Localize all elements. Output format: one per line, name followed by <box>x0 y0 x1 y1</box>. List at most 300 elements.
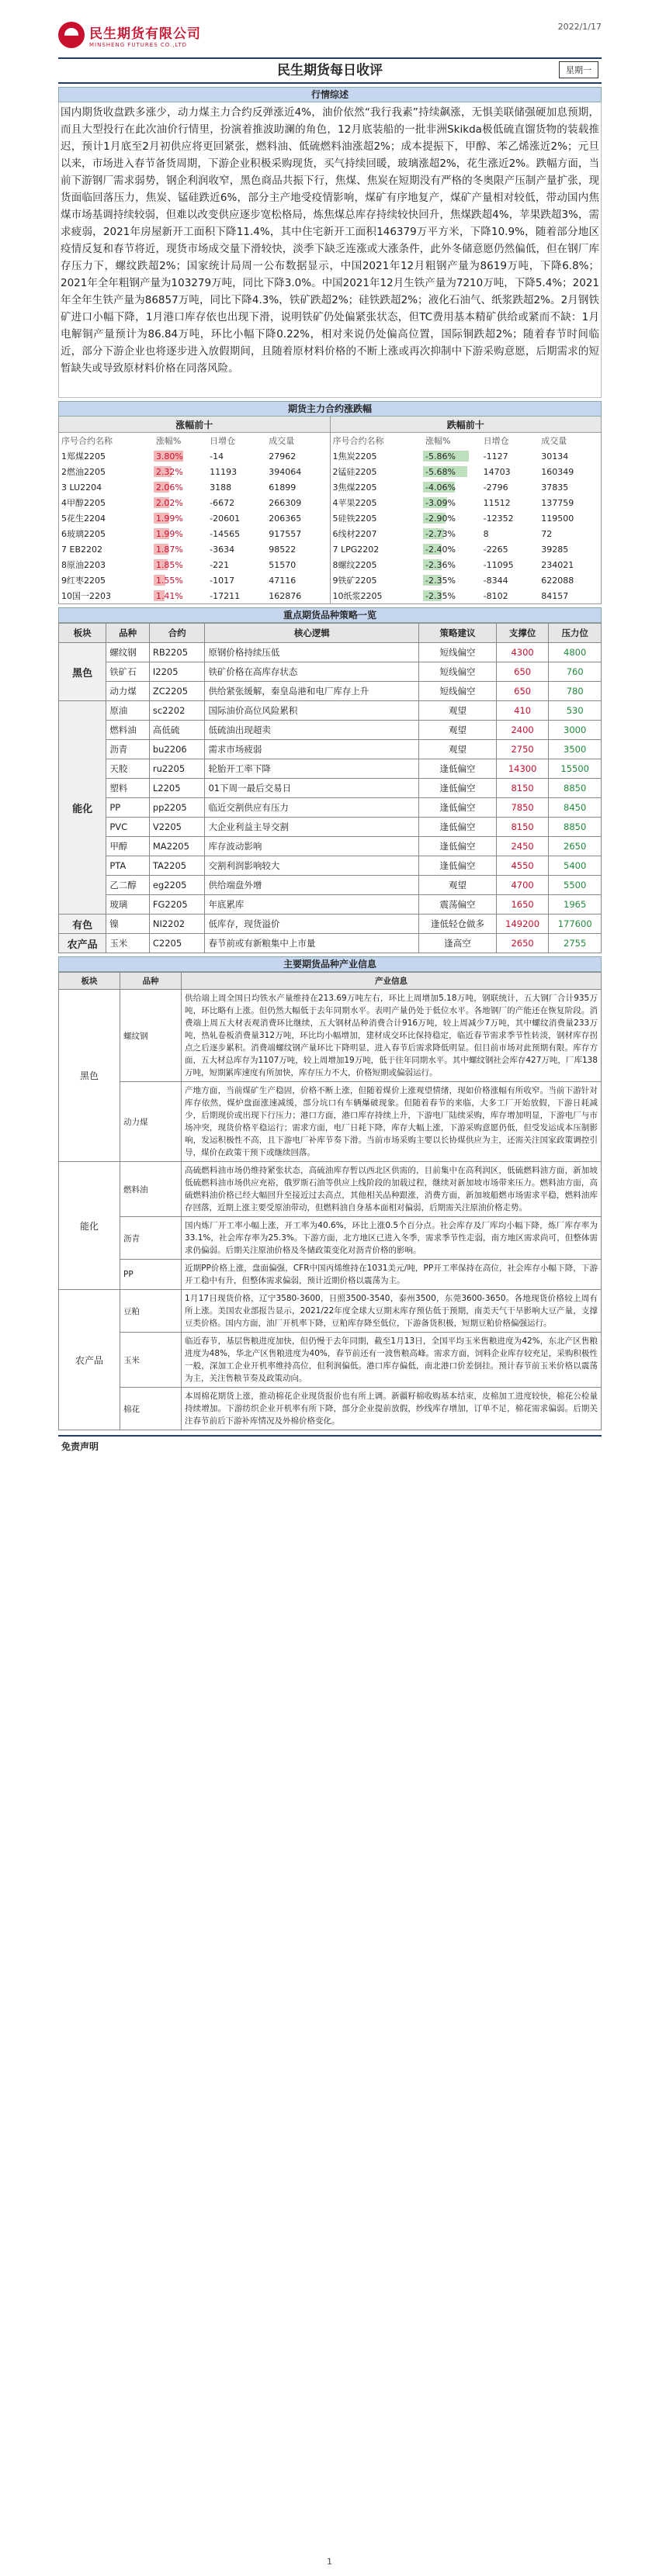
contract-code: C2205 <box>149 934 205 953</box>
product-name: 塑料 <box>106 779 150 798</box>
info-col-header: 板块 <box>59 973 120 990</box>
strategy-advice: 逢低偏空 <box>419 856 497 876</box>
contract-code: TA2205 <box>149 856 205 876</box>
product-name: 玉米 <box>106 934 150 953</box>
pct-value: -2.36% <box>425 559 456 570</box>
contract-code: V2205 <box>149 818 205 837</box>
ranking-row <box>331 572 602 588</box>
pct-cell <box>154 479 207 495</box>
product-name: 动力煤 <box>106 682 150 701</box>
product-name: PTA <box>106 856 150 876</box>
ranking-row <box>59 588 330 603</box>
strategy-row <box>59 837 602 856</box>
support-level: 4300 <box>496 643 549 662</box>
contract-name: 5花生2204 <box>61 513 106 524</box>
strategy-row <box>59 798 602 818</box>
company-logo <box>58 22 201 48</box>
support-level: 650 <box>496 682 549 701</box>
strategy-row <box>59 856 602 876</box>
col-oi: 日增仓 <box>483 436 509 446</box>
col-vol: 成交量 <box>269 436 295 446</box>
contract-code: pp2205 <box>149 798 205 818</box>
sector-label: 农产品 <box>59 934 106 953</box>
ranking-row <box>331 464 602 479</box>
ranking-row <box>331 541 602 557</box>
industry-info: 本周棉花期货上涨，推动棉花企业现货报价也有所上调。新疆籽棉收购基本结束，皮棉加工进度较快，棉花公检量持续增加。下游纺织企业开机率有所下降，部分企业提前放假，纱线库存增加，订单不足，棉花需求偏弱。后期关注春节前后下游补库情况及外棉价格变化。 <box>182 1388 602 1430</box>
support-level: 1650 <box>496 895 549 915</box>
pct-cell <box>154 495 207 510</box>
strategy-row <box>59 740 602 759</box>
strategy-advice: 观望 <box>419 740 497 759</box>
section-ranking: 期货主力合约涨跌幅 <box>58 401 602 417</box>
pct-value: -2.35% <box>425 575 456 586</box>
contract-name: 6线材2207 <box>332 529 377 539</box>
core-logic: 年底累库 <box>205 895 419 915</box>
brand-cn: 民生期货有限公司 <box>89 26 201 42</box>
contract-name: 10纸浆2205 <box>332 591 383 601</box>
core-logic: 低硫油出现超卖 <box>205 721 419 740</box>
contract-name: 1焦炭2205 <box>332 451 377 462</box>
pct-value: 2.02% <box>155 497 183 508</box>
volume-value: 266309 <box>269 497 302 508</box>
product-name: 天胶 <box>106 759 150 779</box>
sector-label: 黑色 <box>59 990 120 1162</box>
sector-label: 农产品 <box>59 1290 120 1430</box>
industry-info: 供给端上周全国日均铁水产量维持在213.69万吨左右，环比上周增加5.18万吨，钢联统计，五大钢厂合计935万吨，环比略有上涨。但仍然大幅低于去年同期水平。表明产量仍处于低位水平。各地钢厂的产能还在恢复阶段。消费端上周五大材表观消费环比继续，五大钢材品种消费合计916万吨，较上周减少7万吨，其中螺纹消费量233万吨，热轧卷板消费量312万吨，环比均小幅增加，建材成交环比保持稳定，临近春节需求季节性转淡，钢材库存拐点之后逐步累积。消费端螺纹钢产量环比下降明显，进入春节后需求降低明显。但目前市场对此预期有限。库存方面，五大材总库存为1107万吨，较上周增加19万吨，低于往年同期水平。其中螺纹钢社会库存427万吨，厂库138万吨，短期累库速度有所加快，库存压力不大，价格短期或偏弱运行。 <box>182 990 602 1082</box>
strategy-advice: 逢低偏空 <box>419 837 497 856</box>
resistance-level: 8450 <box>549 798 602 818</box>
page-title: 民生期货每日收评 <box>277 63 383 78</box>
product-name: PP <box>120 1260 182 1290</box>
review-text: 国内期货收盘跌多涨少，动力煤主力合约反弹涨近4%，油价依然“我行我素”持续飙涨，无惧美联储强硬加息预期，而且大型投行在此次油价行情里，扮演着推波助澜的角色，12月底装船的一批非洲Skikda极低硫直馏货物的装载推迟，预计1月底至2月初供应将更回紧张，燃料油、低硫燃料油涨超2%；成本提振下，甲醇、苯乙烯涨近2%；元旦以来，市场进入春节备货周期，下游企业积极采购现货，买气持续回暖，玻璃涨超2%，花生涨近2%。跌幅方面，当前下游钢厂需求弱势，钢企利润收窄，黑色商品共振下行，焦煤、焦炭在短期没有严格的冬奥限产压制产量扩张，现货面临回落压力，焦炭、锰硅跌近6%，部分主产地受疫情影响，煤矿有序地复产，煤矿产量相对较低，带动国内焦煤市场基调持续较弱，但难以改变供应逐步宽松格局，炼焦煤总库存持续较快回升，焦煤跌超4%，苹果跌超3%，需求疲弱，2021年房屋新开工面积下降11.4%，其中住宅新开工面积146379万平方米，下降10.9%，随着部分地区疫情反复和春节将近，现货市场成交量下滑较快，淡季下缺乏连涨或大涨条件，此外冬储意愿仍然偏低，但在钢厂库存压力下，螺纹跌超2%；国家统计局周一公布数据显示，中国2021年12月粗钢产量为8619万吨，下降6.8%；2021年全年粗钢产量为103279万吨，同比下降3.0%。中国2021年12月生铁产量为7210万吨，下降5.4%；2021年全年生铁产量为86857万吨，同比下降4.3%，铁矿跌超2%；硅铁跌超2%；液化石油气、纸浆跌超2%。2月钢铁矿进口小幅下降，1月港口库存依也出现下滑，说明铁矿仍处偏紧张状态，但TC费用基本精矿供给或紧而不缺：1月电解铜产量预计为86.84万吨，环比小幅下降0.22%，相对来说仍处偏高位置，国际铜跌超2%；随着春节时间临近，部分下游企业也将逐步进入放假期间，且随着原材料价格的不断上涨或再次抑制中下游采购意愿，后期需求的短暂缺失或导致原材料价格在同落风险。 <box>58 102 602 398</box>
ranking-row <box>331 448 602 464</box>
volume-value: 30134 <box>541 451 569 462</box>
info-row <box>59 1260 602 1290</box>
pct-cell <box>154 448 207 464</box>
core-logic: 原钢价格持续压低 <box>205 643 419 662</box>
col-name: 序号合约名称 <box>332 436 384 446</box>
strategy-col-header: 板块 <box>59 624 106 643</box>
sector-label: 能化 <box>59 701 106 915</box>
oi-value: -1017 <box>210 575 235 586</box>
product-name: PP <box>106 798 150 818</box>
ranking-row <box>59 557 330 572</box>
logo-mark-icon <box>58 22 85 48</box>
pct-cell <box>423 495 481 510</box>
strategy-col-header: 策略建议 <box>419 624 497 643</box>
support-level: 2400 <box>496 721 549 740</box>
contract-code: 高低硫 <box>149 721 205 740</box>
page-number: 1 <box>327 2557 332 2567</box>
oi-value: -11095 <box>483 559 514 570</box>
oi-value: -14565 <box>210 528 241 539</box>
strategy-col-header: 核心逻辑 <box>205 624 419 643</box>
product-name: 原油 <box>106 701 150 721</box>
pct-cell <box>423 448 481 464</box>
resistance-level: 5400 <box>549 856 602 876</box>
contract-name: 8螺纹2205 <box>332 560 377 570</box>
strategy-advice: 观望 <box>419 701 497 721</box>
volume-value: 622088 <box>541 575 574 586</box>
strategy-col-header: 压力位 <box>549 624 602 643</box>
oi-value: -20601 <box>210 513 241 524</box>
section-review: 行情综述 <box>58 87 602 102</box>
volume-value: 234021 <box>541 559 574 570</box>
report-date: 2022/1/17 <box>557 22 602 32</box>
ranking-row <box>59 572 330 588</box>
contract-name: 3 LU2204 <box>61 482 102 493</box>
pct-cell <box>423 464 481 479</box>
support-level: 14300 <box>496 759 549 779</box>
support-level: 8150 <box>496 779 549 798</box>
ranking-row <box>59 448 330 464</box>
product-name: 甲醇 <box>106 837 150 856</box>
core-logic: 01下周一最后交易日 <box>205 779 419 798</box>
ranking-row <box>331 479 602 495</box>
pct-cell <box>423 479 481 495</box>
resistance-level: 15500 <box>549 759 602 779</box>
contract-name: 2锰硅2205 <box>332 467 377 477</box>
pct-value: -2.73% <box>425 528 456 539</box>
info-col-header: 品种 <box>120 973 182 990</box>
strategy-row <box>59 721 602 740</box>
contract-name: 3焦煤2205 <box>332 482 377 493</box>
oi-value: -3634 <box>210 544 235 555</box>
strategy-advice: 短线偏空 <box>419 662 497 682</box>
strategy-row <box>59 876 602 895</box>
losers-table <box>331 417 602 603</box>
ranking-row <box>59 510 330 526</box>
resistance-level: 8850 <box>549 779 602 798</box>
sector-label: 能化 <box>59 1162 120 1290</box>
contract-name: 7 EB2202 <box>61 544 102 555</box>
strategy-row <box>59 701 602 721</box>
oi-value: -8344 <box>483 575 508 586</box>
pct-value: 1.55% <box>155 575 183 586</box>
oi-value: -17211 <box>210 590 241 601</box>
pct-cell <box>154 557 207 572</box>
volume-value: 162876 <box>269 590 302 601</box>
product-name: 棉花 <box>120 1388 182 1430</box>
support-level: 4550 <box>496 856 549 876</box>
col-pct: 涨幅% <box>425 436 451 446</box>
strategy-advice: 逢低偏空 <box>419 759 497 779</box>
contract-code: RB2205 <box>149 643 205 662</box>
product-name: 玉米 <box>120 1333 182 1388</box>
volume-value: 51570 <box>269 559 297 570</box>
resistance-level: 1965 <box>549 895 602 915</box>
contract-name: 4甲醇2205 <box>61 498 106 508</box>
strategy-advice: 逢高空 <box>419 934 497 953</box>
core-logic: 交割利润影响较大 <box>205 856 419 876</box>
pct-value: 1.99% <box>155 528 183 539</box>
pct-value: -3.09% <box>425 497 456 508</box>
info-col-header: 产业信息 <box>182 973 602 990</box>
info-row <box>59 1217 602 1260</box>
oi-value: -221 <box>210 559 230 570</box>
support-level: 650 <box>496 662 549 682</box>
product-name: 玻璃 <box>106 895 150 915</box>
sector-label: 有色 <box>59 915 106 934</box>
ranking-row <box>59 464 330 479</box>
contract-name: 7 LPG2202 <box>332 544 380 555</box>
ranking-row <box>59 541 330 557</box>
pct-cell <box>154 588 207 603</box>
product-name: 铁矿石 <box>106 662 150 682</box>
contract-code: NI2202 <box>149 915 205 934</box>
contract-code: sc2202 <box>149 701 205 721</box>
strategy-advice: 短线偏空 <box>419 643 497 662</box>
volume-value: 27962 <box>269 451 297 462</box>
ranking-row <box>59 526 330 541</box>
strategy-row <box>59 682 602 701</box>
product-name: 沥青 <box>106 740 150 759</box>
pct-cell <box>154 572 207 588</box>
support-level: 4700 <box>496 876 549 895</box>
info-row <box>59 990 602 1082</box>
core-logic: 春节前或有新粮集中上市量 <box>205 934 419 953</box>
product-name: PVC <box>106 818 150 837</box>
strategy-advice: 观望 <box>419 876 497 895</box>
volume-value: 137759 <box>541 497 574 508</box>
sector-label: 黑色 <box>59 643 106 701</box>
resistance-level: 3000 <box>549 721 602 740</box>
strategy-advice: 逢低偏空 <box>419 798 497 818</box>
strategy-advice: 短线偏空 <box>419 682 497 701</box>
strategy-advice: 逢低偏空 <box>419 779 497 798</box>
pct-cell <box>154 541 207 557</box>
resistance-level: 4800 <box>549 643 602 662</box>
info-row <box>59 1290 602 1333</box>
volume-value: 47116 <box>269 575 297 586</box>
weekday-badge: 星期一 <box>559 61 598 78</box>
pct-value: -2.35% <box>425 590 456 601</box>
resistance-level: 530 <box>549 701 602 721</box>
contract-code: L2205 <box>149 779 205 798</box>
core-logic: 低库存，现货溢价 <box>205 915 419 934</box>
ranking-row <box>331 588 602 603</box>
report-page <box>58 16 602 1456</box>
core-logic: 需求市场疲弱 <box>205 740 419 759</box>
info-row <box>59 1388 602 1430</box>
resistance-level: 8850 <box>549 818 602 837</box>
section-info: 主要期货品种产业信息 <box>58 956 602 972</box>
strategy-col-header: 支撑位 <box>496 624 549 643</box>
oi-value: -2265 <box>483 544 508 555</box>
product-name: 动力煤 <box>120 1082 182 1162</box>
col-oi: 日增仓 <box>210 436 236 446</box>
pct-value: -2.40% <box>425 544 456 555</box>
strategy-advice: 逢低偏空 <box>419 818 497 837</box>
contract-name: 10国一2203 <box>61 591 111 601</box>
product-name: 燃料油 <box>106 721 150 740</box>
product-name: 螺纹钢 <box>120 990 182 1082</box>
volume-value: 37835 <box>541 482 569 493</box>
resistance-level: 760 <box>549 662 602 682</box>
industry-info: 产地方面，当前煤矿生产稳固，价格不断上涨，但随着煤价上涨观望情绪，现如价格涨幅有所收窄。当前下游针对库存依然，煤炉盘面涨速减缓，部分坑口有车辆爆破现象。但随着春节的来临，大多工厂开始放假，下游日耗减少，后期现价或出现下行压力；港口方面，港口库存持续上升，下游电厂陆续采购，库存增加明显，下游电厂与市场冲突，现货价格平稳运行；需求方面，电厂日耗下降，库存大幅上涨，下游采购意愿仍低，但受发运成本压制影响，发运积极性不高，且下游电厂补库节奏下滑。当前市场采购主要以长协煤供应为主，还需关注国家政策调控引导，煤价在政策干预下或继续回落。 <box>182 1082 602 1162</box>
pct-value: 2.32% <box>155 466 183 477</box>
volume-value: 84157 <box>541 590 569 601</box>
pct-value: 1.99% <box>155 513 183 524</box>
contract-code: eg2205 <box>149 876 205 895</box>
contract-name: 8原油2203 <box>61 560 106 570</box>
core-logic: 供给端盘外增 <box>205 876 419 895</box>
resistance-level: 3500 <box>549 740 602 759</box>
volume-value: 61899 <box>269 482 297 493</box>
industry-info: 近期PP价格上涨，盘面偏强，CFR中国丙烯维持在1031美元/吨，PP开工率保持在高位，社会库存小幅下降，下游开工稳中有升，但整体需求偏弱，预计近期价格以震荡为主。 <box>182 1260 602 1290</box>
product-name: 豆粕 <box>120 1290 182 1333</box>
contract-code: bu2206 <box>149 740 205 759</box>
oi-value: -14 <box>210 451 224 462</box>
pct-cell <box>423 572 481 588</box>
volume-value: 160349 <box>541 466 574 477</box>
pct-value: 2.06% <box>155 482 183 493</box>
contract-code: ru2205 <box>149 759 205 779</box>
pct-cell <box>154 510 207 526</box>
info-table <box>58 972 602 1430</box>
oi-value: -8102 <box>483 590 508 601</box>
strategy-advice: 观望 <box>419 721 497 740</box>
title-row <box>58 57 602 84</box>
support-level: 2450 <box>496 837 549 856</box>
strategy-table <box>58 623 602 953</box>
gainers-title: 涨幅前十 <box>59 417 330 433</box>
pct-value: -5.68% <box>425 466 456 477</box>
brand-en: MINSHENG FUTURES CO.,LTD <box>89 41 188 48</box>
volume-value: 206365 <box>269 513 302 524</box>
info-row <box>59 1162 602 1217</box>
gainers-table <box>59 417 330 603</box>
core-logic: 轮胎开工率下降 <box>205 759 419 779</box>
resistance-level: 5500 <box>549 876 602 895</box>
contract-name: 9铁矿2205 <box>332 576 377 586</box>
support-level: 149200 <box>496 915 549 934</box>
oi-value: 14703 <box>483 466 511 477</box>
support-level: 7850 <box>496 798 549 818</box>
ranking-row <box>59 495 330 510</box>
oi-value: -6672 <box>210 497 235 508</box>
industry-info: 国内炼厂开工率小幅上涨，开工率为40.6%，环比上涨0.5个百分点。社会库存及厂库均小幅下降，炼厂库存率为33.1%，社会库存率为25.3%。下游方面，北方地区已进入冬季，需求季节性走弱，南方地区需求尚可，但整体需求仍偏弱。后期关注原油价格及冬储政策变化对沥青价格的影响。 <box>182 1217 602 1260</box>
strategy-advice: 逢低轻仓做多 <box>419 915 497 934</box>
pct-value: -4.06% <box>425 482 456 493</box>
strategy-col-header: 合约 <box>149 624 205 643</box>
col-pct: 涨幅% <box>155 436 182 446</box>
disclaimer-heading: 免责声明 <box>58 1435 602 1456</box>
core-logic: 铁矿价格在高库存状态 <box>205 662 419 682</box>
contract-code: MA2205 <box>149 837 205 856</box>
support-level: 410 <box>496 701 549 721</box>
industry-info: 临近春节，基层售粮进度加快，但仍慢于去年同期，截至1月13日，全国平均玉米售粮进度为42%，东北产区售粮进度为48%，华北产区售粮进度为40%，春节前还有一波售粮高峰。需求方面，饲料企业库存较充足，采购积极性一般，深加工企业开机率维持高位，但利润偏低。港口库存偏低，南北港口价差倒挂。预计春节前玉米价格以震荡为主，关注售粮节奏及政策动向。 <box>182 1333 602 1388</box>
volume-value: 72 <box>541 528 553 539</box>
support-level: 8150 <box>496 818 549 837</box>
oi-value: 8 <box>483 528 489 539</box>
contract-name: 1郑煤2205 <box>61 451 106 462</box>
support-level: 2750 <box>496 740 549 759</box>
contract-name: 4苹果2205 <box>332 498 377 508</box>
product-name: 燃料油 <box>120 1162 182 1217</box>
oi-value: -12352 <box>483 513 514 524</box>
strategy-row <box>59 818 602 837</box>
industry-info: 高硫燃料油市场仍维持紧张状态，高硫油库存暂以西北区供需的，目前集中在高利润区，低硫燃料油方面，新加坡低硫燃料油市场供应充裕，俄罗斯石油等供应上线阶段的加载过程，继续对新加坡市场带来压力。燃料油方面，高硫燃料油价格已经大幅回升至接近过去高点，其他相关品种跟涨，消费方面，新加坡船燃市场需求平稳，燃料油库存回落，近期上涨主要受原油带动，但燃料油自身基本面相对偏弱，后期需关注原油价格走势。 <box>182 1162 602 1217</box>
strategy-row <box>59 662 602 682</box>
contract-name: 5硅铁2205 <box>332 513 377 524</box>
core-logic: 临近交割供应有压力 <box>205 798 419 818</box>
contract-name: 9红枣2205 <box>61 576 106 586</box>
pct-cell <box>154 464 207 479</box>
strategy-row <box>59 895 602 915</box>
ranking-row <box>331 557 602 572</box>
core-logic: 大企业利益主导交割 <box>205 818 419 837</box>
ranking-row <box>331 510 602 526</box>
product-name: 螺纹钢 <box>106 643 150 662</box>
pct-cell <box>423 588 481 603</box>
volume-value: 98522 <box>269 544 297 555</box>
product-name: 乙二醇 <box>106 876 150 895</box>
core-logic: 国际油价高位风险累积 <box>205 701 419 721</box>
oi-value: 11512 <box>483 497 511 508</box>
pct-cell <box>423 541 481 557</box>
pct-value: 1.85% <box>155 559 183 570</box>
strategy-row <box>59 934 602 953</box>
volume-value: 917557 <box>269 528 302 539</box>
core-logic: 库存波动影响 <box>205 837 419 856</box>
strategy-row <box>59 779 602 798</box>
pct-cell <box>423 510 481 526</box>
col-name: 序号合约名称 <box>61 436 113 446</box>
pct-cell <box>423 526 481 541</box>
contract-code: I2205 <box>149 662 205 682</box>
col-vol: 成交量 <box>541 436 567 446</box>
resistance-level: 780 <box>549 682 602 701</box>
resistance-level: 2755 <box>549 934 602 953</box>
pct-cell <box>423 557 481 572</box>
pct-value: 1.41% <box>155 590 183 601</box>
ranking-row <box>59 479 330 495</box>
volume-value: 39285 <box>541 544 569 555</box>
contract-code: FG2205 <box>149 895 205 915</box>
section-strategy: 重点期货品种策略一览 <box>58 607 602 623</box>
industry-info: 1月17日现货价格，辽宁3580-3600，日照3500-3540，泰州3500，东莞3600-3650。各地现货价格较上周有所上涨。美国农业部报告显示，2021/22年度全球大豆期末库存预估低于预期，南美天气干旱影响大豆产量，支撑豆类价格。国内方面，油厂开机率下降，豆粕库存降至低位，下游备货积极，短期豆粕价格偏强运行。 <box>182 1290 602 1333</box>
strategy-advice: 震荡偏空 <box>419 895 497 915</box>
pct-cell <box>154 526 207 541</box>
ranking-row <box>331 495 602 510</box>
contract-name: 6玻璃2205 <box>61 529 106 539</box>
support-level: 2650 <box>496 934 549 953</box>
oi-value: 3188 <box>210 482 232 493</box>
info-row <box>59 1082 602 1162</box>
ranking-row <box>331 526 602 541</box>
strategy-row <box>59 915 602 934</box>
pct-value: 1.87% <box>155 544 183 555</box>
strategy-row <box>59 643 602 662</box>
volume-value: 119500 <box>541 513 574 524</box>
contract-code: ZC2205 <box>149 682 205 701</box>
volume-value: 394064 <box>269 466 302 477</box>
resistance-level: 177600 <box>549 915 602 934</box>
report-header <box>58 16 602 54</box>
info-row <box>59 1333 602 1388</box>
product-name: 镍 <box>106 915 150 934</box>
resistance-level: 2650 <box>549 837 602 856</box>
pct-value: 3.80% <box>155 451 183 462</box>
oi-value: 11193 <box>210 466 238 477</box>
contract-name: 2燃油2205 <box>61 467 106 477</box>
pct-value: -5.86% <box>425 451 456 462</box>
losers-title: 跌幅前十 <box>331 417 602 433</box>
strategy-row <box>59 759 602 779</box>
ranking-panel <box>58 417 602 604</box>
oi-value: -2796 <box>483 482 508 493</box>
